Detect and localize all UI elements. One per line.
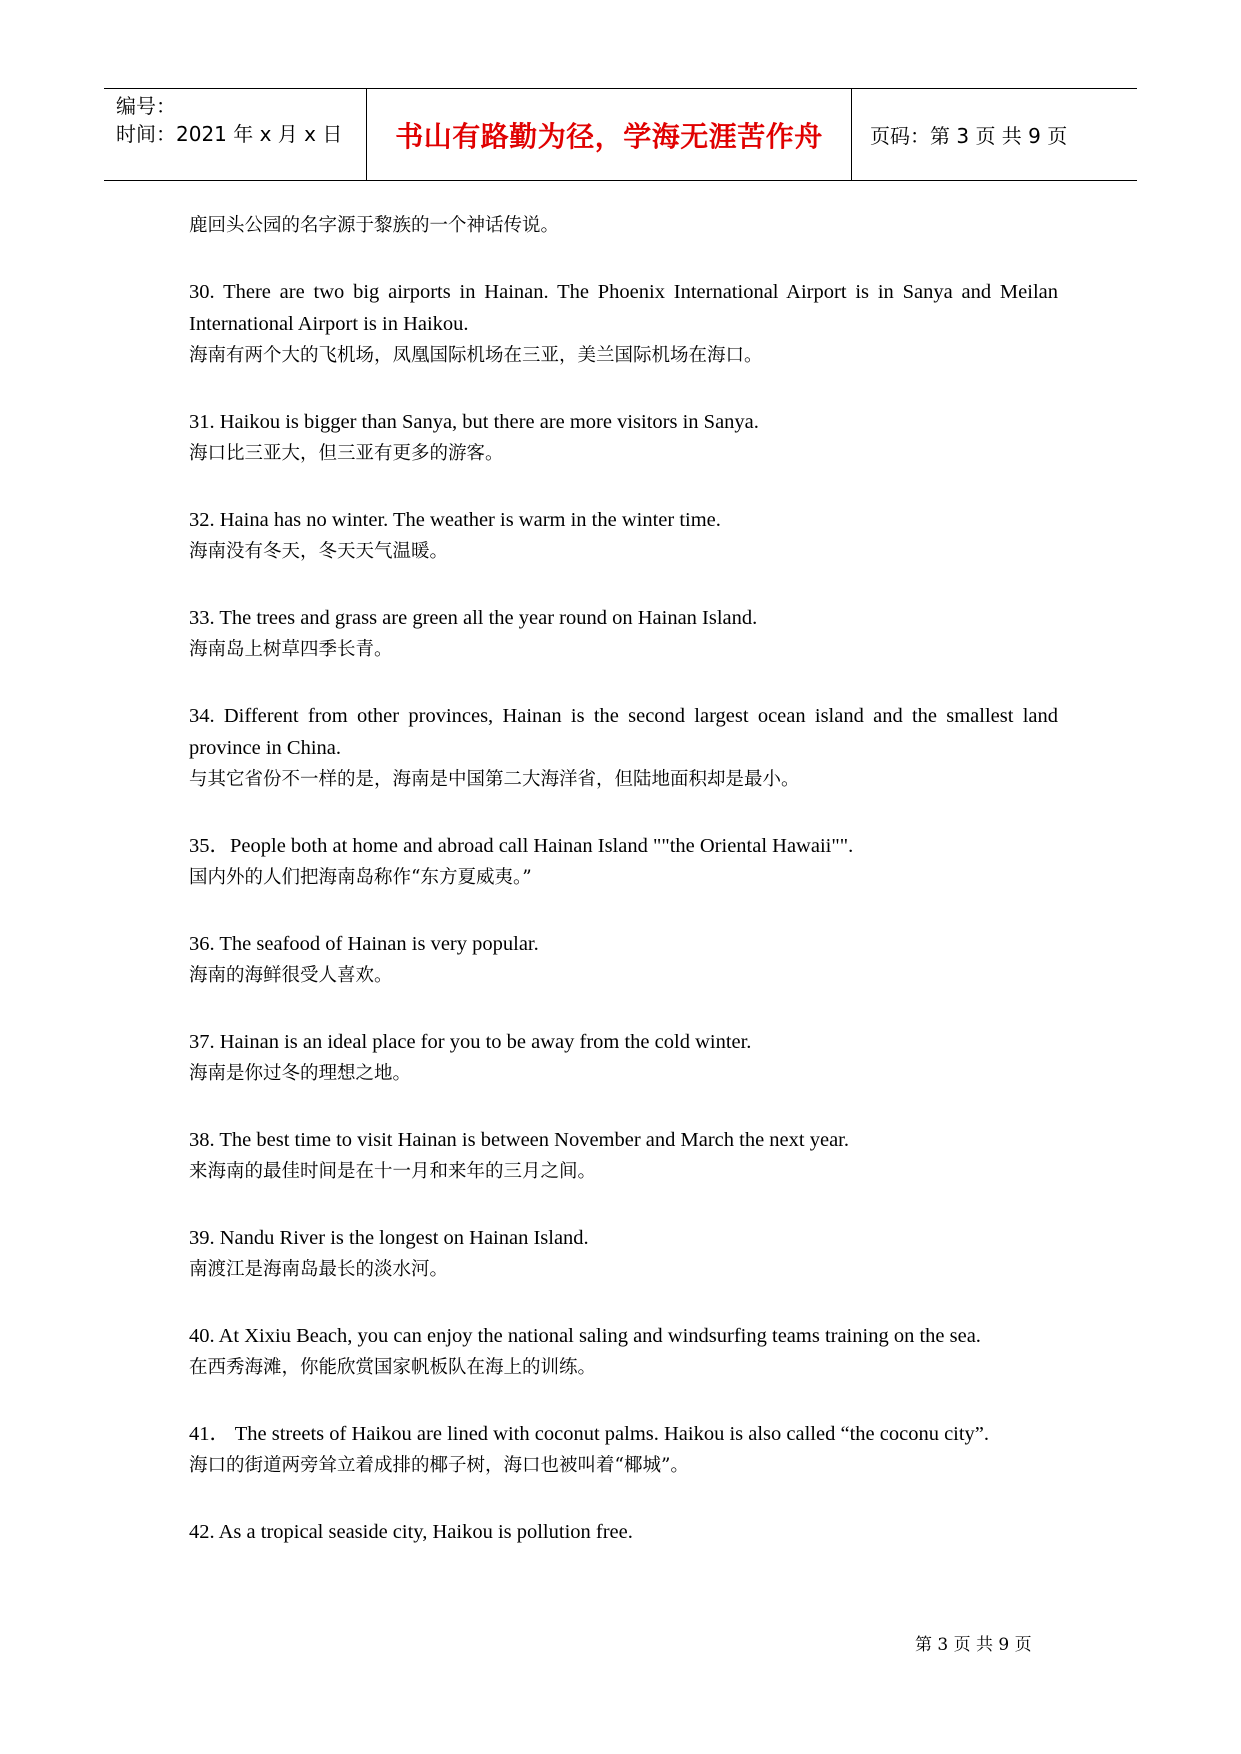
entry-40 — [189, 1320, 1058, 1384]
header-meta — [116, 92, 342, 148]
entry-30 — [189, 276, 1058, 372]
entry-english: 31. Haikou is bigger than Sanya, but there are more visitors in Sanya. — [189, 411, 759, 433]
entry-chinese: 在西秀海滩，你能欣赏国家帆板队在海上的训练。 — [189, 1357, 597, 1378]
entry-39 — [189, 1222, 1058, 1286]
entry-chinese: 海口比三亚大，但三亚有更多的游客。 — [189, 443, 504, 464]
entry-36 — [189, 928, 1058, 992]
entry-31 — [189, 406, 1058, 470]
entry-chinese: 国内外的人们把海南岛称作“东方夏威夷。” — [189, 867, 532, 888]
entry-chinese: 南渡江是海南岛最长的淡水河。 — [189, 1259, 449, 1280]
entry-english: 38. The best time to visit Hainan is between November and March the next year. — [189, 1129, 849, 1151]
entry-32 — [189, 504, 1058, 568]
entry-chinese: 来海南的最佳时间是在十一月和来年的三月之间。 — [189, 1161, 597, 1182]
header-page-label: 页码：第 3 页 共 9 页 — [870, 124, 1068, 148]
entry-chinese: 海南的海鲜很受人喜欢。 — [189, 965, 393, 986]
entry-english: 39. Nandu River is the longest on Hainan Island. — [189, 1227, 589, 1249]
document-body — [189, 210, 1058, 1582]
header-number-label: 编号： — [116, 94, 176, 118]
entry-english: 30. There are two big airports in Hainan. The Phoenix International Airport is in Sanya and Meilan International Airport is in Haikou. — [189, 281, 1058, 335]
entry-34 — [189, 700, 1058, 796]
entry-35 — [189, 830, 1058, 894]
entry-english: 32. Haina has no winter. The weather is warm in the winter time. — [189, 509, 721, 531]
entry-english: 36. The seafood of Hainan is very popular. — [189, 933, 539, 955]
entry-english: 34. Different from other provinces, Hainan is the second largest ocean island and the smallest land province in China. — [189, 705, 1058, 759]
entry-english: 42. As a tropical seaside city, Haikou is pollution free. — [189, 1521, 633, 1543]
entry-chinese: 海南没有冬天，冬天天气温暖。 — [189, 541, 449, 562]
entry-english: 33. The trees and grass are green all the year round on Hainan Island. — [189, 607, 758, 629]
header-slogan: 书山有路勤为径，学海无涯苦作舟 — [395, 119, 823, 153]
entry-chinese: 海口的街道两旁耸立着成排的椰子树，海口也被叫着“椰城”。 — [189, 1455, 689, 1476]
entry-chinese: 海南岛上树草四季长青。 — [189, 639, 393, 660]
page-footer: 第 3 页 共 9 页 — [915, 1635, 1032, 1655]
entry-41 — [189, 1418, 1058, 1482]
entry-chinese: 与其它省份不一样的是，海南是中国第二大海洋省，但陆地面积却是最小。 — [189, 769, 800, 790]
entry-42 — [189, 1516, 1058, 1548]
entry-english: 41． The streets of Haikou are lined with coconut palms. Haikou is also called “the coconu city”. — [189, 1423, 990, 1445]
entry-english: 35．People both at home and abroad call Hainan Island ""the Oriental Hawaii"". — [189, 835, 854, 857]
entry-chinese: 海南是你过冬的理想之地。 — [189, 1063, 412, 1084]
entry-38 — [189, 1124, 1058, 1188]
entry-chinese: 海南有两个大的飞机场，凤凰国际机场在三亚，美兰国际机场在海口。 — [189, 345, 763, 366]
intro-line: 鹿回头公园的名字源于黎族的一个神话传说。 — [189, 215, 560, 236]
entry-english: 37. Hainan is an ideal place for you to be away from the cold winter. — [189, 1031, 752, 1053]
header-time-label: 时间：2021 年 x 月 x 日 — [116, 122, 343, 146]
entry-english: 40. At Xixiu Beach, you can enjoy the national saling and windsurfing teams training on the sea. — [189, 1325, 981, 1347]
entry-37 — [189, 1026, 1058, 1090]
entry-33 — [189, 602, 1058, 666]
page-header — [104, 88, 1137, 181]
header-divider-right — [851, 88, 852, 181]
